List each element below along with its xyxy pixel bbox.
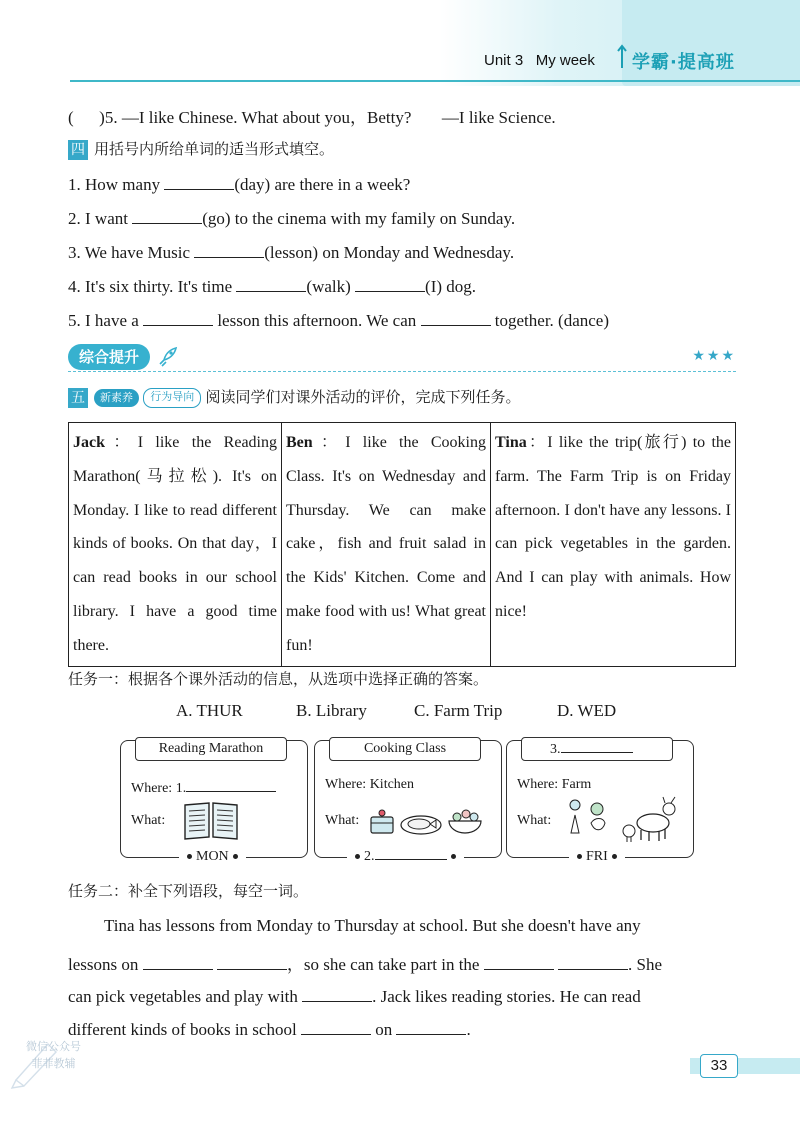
where-label: Where: 1.	[131, 781, 187, 796]
item-text: together. (dance)	[494, 311, 609, 330]
tag-new-literacy: 新素养	[94, 389, 139, 407]
tag-behavior: 行为导向	[143, 388, 201, 408]
answer-blank[interactable]	[132, 206, 202, 224]
line-text: on	[375, 1020, 393, 1039]
answer-blank[interactable]	[164, 172, 234, 190]
answer-blank[interactable]	[194, 240, 264, 258]
task-2-line-2	[68, 950, 662, 975]
passage-tina	[491, 423, 736, 667]
fill-item-5	[68, 308, 609, 331]
passage-text: ：I like the trip(旅行) to the farm. The Farm Trip is on Friday afternoon. I don't have any lessons. I can pick vegetables in the garden. And I can play with animals. How nice!	[495, 434, 731, 620]
answer-blank[interactable]	[217, 952, 287, 970]
line-text: can pick vegetables and play with	[68, 987, 298, 1006]
task-2-line-4	[68, 1017, 471, 1040]
farm-icons	[565, 793, 685, 843]
task-2-line-3	[68, 984, 641, 1007]
fill-item-3	[68, 240, 514, 263]
card-where: Where: Kitchen	[325, 777, 415, 792]
fill-item-2	[68, 206, 515, 229]
card-day	[569, 849, 625, 865]
book-icon	[181, 797, 241, 843]
q5-answer: —I like Science.	[441, 108, 556, 127]
option-a: A. THUR	[176, 701, 243, 720]
item-text: (I) dog.	[425, 277, 477, 296]
card-cooking-class	[314, 740, 502, 864]
speaker-name: Jack	[73, 434, 105, 451]
task-2-line-1: Tina has lessons from Monday to Thursday at school. But she doesn't have any	[104, 916, 641, 935]
item-text: (lesson) on Monday and Wednesday.	[264, 243, 515, 262]
watermark-line-2: 菲菲教辅	[31, 1057, 76, 1070]
fill-item-1	[68, 172, 410, 195]
unit-label	[484, 52, 595, 69]
card-number: 3.	[550, 742, 561, 757]
answer-blank[interactable]	[558, 952, 628, 970]
passage-ben	[282, 423, 491, 667]
section-4-heading	[68, 138, 334, 160]
fill-item-4	[68, 274, 476, 297]
item-text: 3. We have Music	[68, 243, 191, 262]
section-badge: 五	[68, 388, 88, 408]
answer-blank[interactable]	[561, 738, 633, 753]
item-text: 4. It's six thirty. It's time	[68, 277, 233, 296]
banner-rule	[68, 371, 736, 372]
answer-blank[interactable]	[301, 1017, 371, 1035]
difficulty-stars: ★★★	[692, 349, 736, 364]
answer-blank[interactable]	[302, 984, 372, 1002]
card-day	[347, 845, 464, 865]
answer-blank[interactable]	[186, 777, 276, 792]
option-d: D. WED	[557, 701, 617, 720]
passage-text: ：I like the Cooking Class. It's on Wednesday and Thursday. We can make cake，fish and fruit salad in the Kids' Kitchen. Come and make food with us! What great fun!	[286, 434, 486, 654]
vegetables-icon	[570, 800, 605, 833]
header-rule	[70, 80, 800, 82]
item-text: 5. I have a	[68, 311, 139, 330]
card-what: What:	[517, 813, 552, 828]
rocket-icon	[156, 346, 178, 368]
speaker-name: Tina	[495, 434, 527, 451]
q5-question: —I like Chinese. What about you，Betty?	[121, 108, 412, 127]
cake-icon	[371, 810, 393, 833]
answer-blank[interactable]	[484, 952, 554, 970]
line-text: lessons on	[68, 955, 139, 974]
line-text: . Jack likes reading stories. He can read	[372, 987, 641, 1006]
q5-number: ( )5.	[68, 108, 118, 127]
unit-title: My week	[535, 52, 595, 69]
task-1-title: 任务一：根据各个课外活动的信息，从选项中选择正确的答案。	[68, 670, 489, 688]
card-what: What:	[131, 813, 166, 828]
watermark-line-1: 微信公众号	[26, 1040, 81, 1053]
card-title: Cooking Class	[329, 737, 481, 761]
option-c: C. Farm Trip	[414, 701, 503, 720]
option-b: B. Library	[296, 701, 367, 720]
day-label: 2.	[364, 849, 375, 864]
section-badge: 四	[68, 140, 88, 160]
item-text: 1. How many	[68, 175, 161, 194]
reading-table	[68, 422, 736, 667]
answer-blank[interactable]	[375, 845, 447, 860]
answer-blank[interactable]	[143, 952, 213, 970]
passage-text: ：I like the Reading Marathon(马拉松). It's on Monday. I like to read different kinds of books. On that day，I can read books in our school library. I have a good time there.	[73, 434, 277, 654]
speaker-name: Ben	[286, 434, 313, 451]
task-2-title: 任务二：补全下列语段，每空一词。	[68, 882, 309, 900]
card-where	[131, 777, 276, 797]
card-day	[179, 849, 246, 865]
item-text: 2. I want	[68, 209, 128, 228]
food-icons	[369, 803, 489, 839]
fish-plate-icon	[401, 816, 441, 834]
answer-blank[interactable]	[143, 308, 213, 326]
comprehensive-banner	[68, 344, 736, 372]
section-5-heading	[68, 386, 521, 408]
brand-logo: 学霸·提高班	[632, 52, 735, 73]
page-number: 33	[700, 1054, 738, 1078]
item-text: (walk)	[306, 277, 351, 296]
day-label: MON	[196, 849, 229, 864]
card-reading-marathon	[120, 740, 308, 864]
item-text: (go) to the cinema with my family on Sunday.	[202, 209, 516, 228]
card-title	[521, 737, 673, 761]
card-title: Reading Marathon	[135, 737, 287, 761]
answer-blank[interactable]	[421, 308, 491, 326]
line-text: .	[466, 1020, 471, 1039]
card-where: Where: Farm	[517, 777, 592, 792]
day-label: FRI	[586, 849, 608, 864]
card-farm-trip	[506, 740, 694, 864]
arrow-up-icon	[616, 44, 628, 70]
item-text: (day) are there in a week?	[234, 175, 411, 194]
goat-icon	[623, 797, 675, 842]
passage-jack	[69, 423, 282, 667]
line-text: . She	[627, 955, 662, 974]
card-what: What:	[325, 813, 360, 828]
answer-blank[interactable]	[396, 1017, 466, 1035]
section-instruction: 用括号内所给单词的适当形式填空。	[94, 140, 335, 158]
line-text: ，so she can take part in the	[286, 955, 480, 974]
item-text: lesson this afternoon. We can	[217, 311, 417, 330]
answer-blank[interactable]	[236, 274, 306, 292]
answer-blank[interactable]	[355, 274, 425, 292]
comprehensive-label: 综合提升	[68, 344, 150, 370]
salad-bowl-icon	[449, 810, 481, 833]
section-instruction: 阅读同学们对课外活动的评价，完成下列任务。	[205, 388, 521, 406]
line-text: different kinds of books in school	[68, 1020, 297, 1039]
watermark	[26, 1038, 81, 1072]
question-5	[68, 103, 556, 128]
unit-number: Unit 3	[484, 52, 524, 69]
